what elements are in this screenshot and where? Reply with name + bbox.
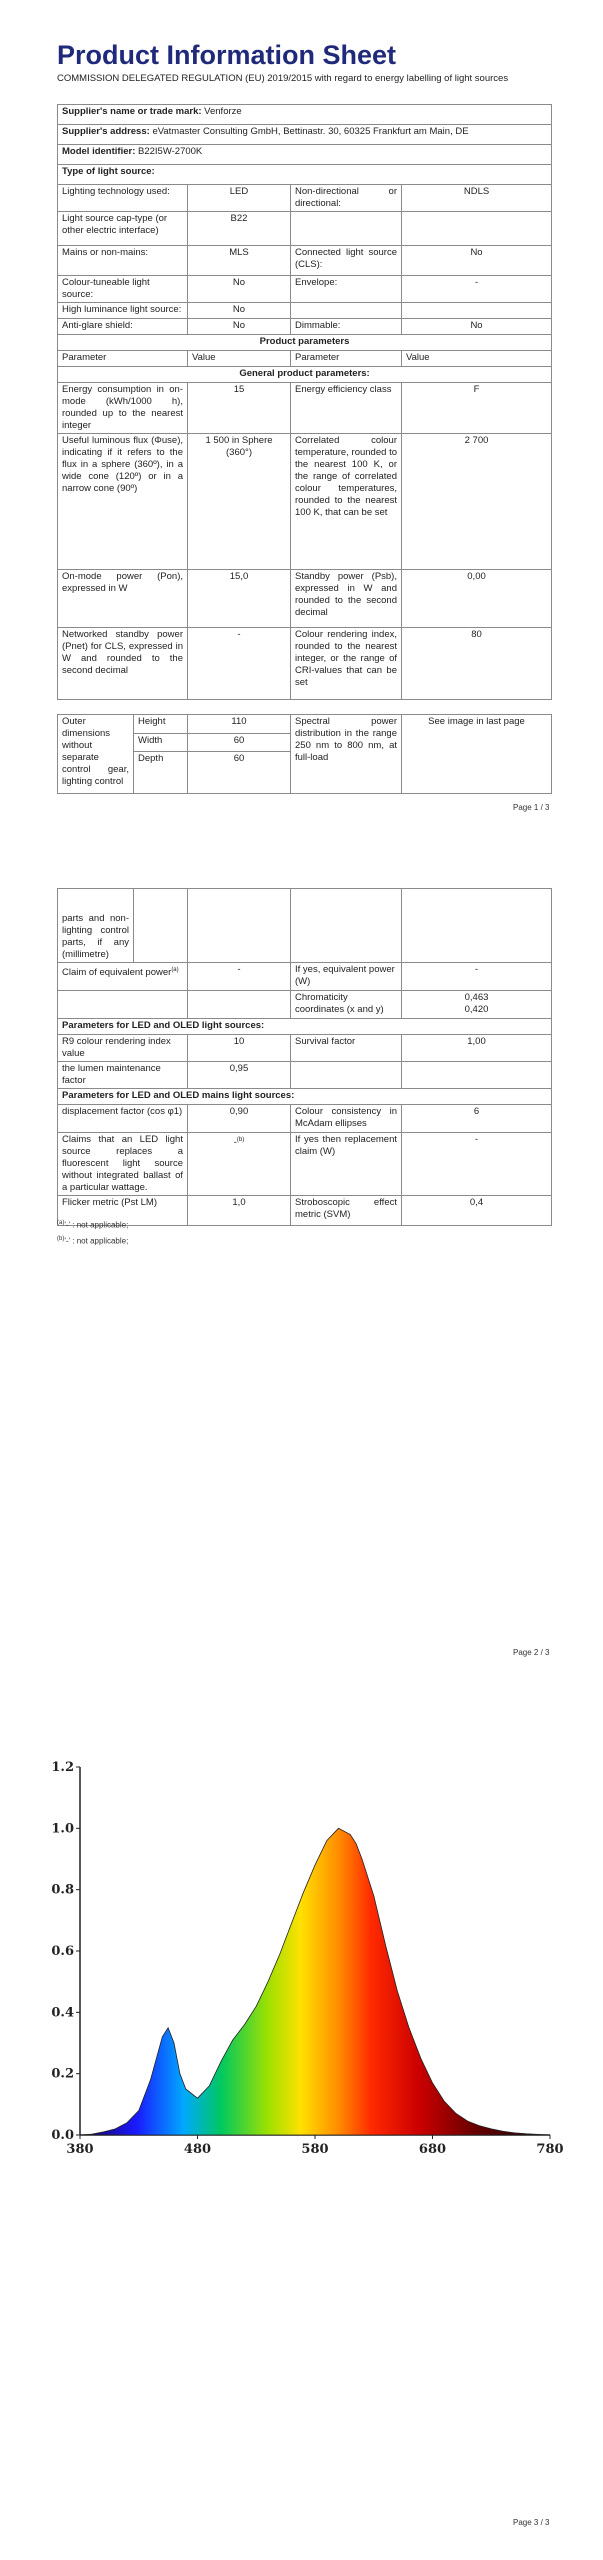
type-param: Envelope: xyxy=(291,276,402,303)
general-params-header: General product parameters: xyxy=(58,367,552,383)
mains-value: 6 xyxy=(402,1105,552,1133)
type-value: LED xyxy=(188,185,291,212)
chroma-y: 0,420 xyxy=(464,1004,489,1015)
led-params-header: Parameters for LED and OLED light sources: xyxy=(58,1019,552,1035)
mains-value: 1,0 xyxy=(188,1196,291,1226)
type-param xyxy=(291,303,402,319)
spectrum-area xyxy=(80,1828,550,2135)
mains-value: - xyxy=(402,1133,552,1196)
type-value: No xyxy=(188,276,291,303)
type-value: No xyxy=(188,303,291,319)
footnote: $^{(b)}$'-' : not applicable; xyxy=(57,1236,129,1246)
type-param: Light source cap-type (or other electric interface) xyxy=(58,212,188,246)
mains-param: Claims that an LED light source replaces a fluorescent light source without integrated ballast of a particular wattage. xyxy=(58,1133,188,1196)
model-value: B22I5W-2700K xyxy=(138,146,203,157)
dim-name: Depth xyxy=(134,752,188,794)
y-tick-label: 0.4 xyxy=(51,2005,74,2021)
general-value: F xyxy=(402,383,552,434)
general-param: Standby power (Psb), expressed in W and rounded to the second decimal xyxy=(291,570,402,628)
equiv-value2: - xyxy=(402,963,552,991)
page-number: Page 2 / 3 xyxy=(513,1648,550,1657)
general-value: 2 700 xyxy=(402,434,552,570)
y-tick-label: 0.0 xyxy=(51,2128,74,2143)
equiv-param: Claim of equivalent power xyxy=(62,967,172,979)
col-header: Parameter xyxy=(291,351,402,367)
page-number: Page 1 / 3 xyxy=(513,803,550,812)
product-info-table xyxy=(57,104,552,700)
type-param xyxy=(291,212,402,246)
type-value: No xyxy=(188,319,291,335)
dimensions-label: Outer dimensions without separate control gear, lighting control xyxy=(58,715,134,794)
type-value: B22 xyxy=(188,212,291,246)
type-param: High luminance light source: xyxy=(58,303,188,319)
general-param: Networked standby power (Pnet) for CLS, expressed in W and rounded to the second decimal xyxy=(58,628,188,700)
footnote: $^{(a)}$'-' : not applicable; xyxy=(57,1220,129,1230)
regulation-subtitle: COMMISSION DELEGATED REGULATION (EU) 2019/2015 with regard to energy labelling of light sources xyxy=(57,73,509,84)
spd-param: Spectral power distribution in the range 250 nm to 800 nm, at full-load xyxy=(291,715,402,794)
led-value: 1,00 xyxy=(402,1035,552,1062)
x-tick-label: 380 xyxy=(66,2142,94,2157)
supplier-value: Venforze xyxy=(204,106,242,117)
dimensions-label-cont: parts and non-lighting control parts, if any (millimetre) xyxy=(58,889,134,963)
equiv-param2: If yes, equivalent power (W) xyxy=(291,963,402,991)
general-param: Energy consumption in on-mode (kWh/1000 h), rounded up to the nearest integer xyxy=(58,383,188,434)
type-param: Non-directional or directional: xyxy=(291,185,402,212)
type-param: Anti-glare shield: xyxy=(58,319,188,335)
led-param: Survival factor xyxy=(291,1035,402,1062)
dim-name: Width xyxy=(134,733,188,752)
y-tick-label: 1.2 xyxy=(51,1760,74,1775)
x-tick-label: 580 xyxy=(301,2142,329,2157)
mains-value: 0,4 xyxy=(402,1196,552,1226)
y-tick-label: 0.6 xyxy=(51,1944,74,1959)
y-tick-label: 1.0 xyxy=(51,1821,74,1837)
footnote-mark: (a) xyxy=(171,967,179,973)
address-label: Supplier's address: xyxy=(62,126,150,137)
led-param: the lumen maintenance factor xyxy=(58,1062,188,1089)
general-param: Correlated colour temperature, rounded to the nearest 100 K, or the range of correlated colour temperatures, rounded to the nearest 100 K, that can be set xyxy=(291,434,402,570)
general-value: 80 xyxy=(402,628,552,700)
product-params-header: Product parameters xyxy=(58,335,552,351)
page-title: Product Information Sheet xyxy=(57,40,397,70)
general-value: 0,00 xyxy=(402,570,552,628)
mains-params-header: Parameters for LED and OLED mains light sources: xyxy=(58,1089,552,1105)
spd-value: See image in last page xyxy=(402,715,552,794)
type-value: No xyxy=(402,319,552,335)
chroma-param: Chromaticity coordinates (x and y) xyxy=(291,991,402,1019)
mains-value: 0,90 xyxy=(188,1105,291,1133)
type-param: Colour-tuneable light source: xyxy=(58,276,188,303)
general-param: Colour rendering index, rounded to the nearest integer, or the range of CRI-values that can be set xyxy=(291,628,402,700)
type-value: NDLS xyxy=(402,185,552,212)
x-tick-label: 780 xyxy=(536,2142,564,2157)
spectral-power-chart xyxy=(40,1755,564,2175)
mains-param: Flicker metric (Pst LM) xyxy=(58,1196,188,1226)
general-param: Energy efficiency class xyxy=(291,383,402,434)
dim-value: 60 xyxy=(188,752,291,794)
page-3 xyxy=(0,1730,603,2560)
page-number: Page 3 / 3 xyxy=(513,2518,550,2527)
general-value: 15,0 xyxy=(188,570,291,628)
led-param: R9 colour rendering index value xyxy=(58,1035,188,1062)
dim-value: 60 xyxy=(188,733,291,752)
mains-value: - xyxy=(233,1137,237,1149)
product-info-table-cont xyxy=(57,888,552,1226)
chroma-x: 0,463 xyxy=(464,992,489,1003)
general-value: 1 500 in Sphere (360°) xyxy=(188,434,291,570)
general-param: Useful luminous flux (Φuse), indicating if it refers to the flux in a sphere (360º), in a wide cone (120º) or in a narrow cone (90º) xyxy=(58,434,188,570)
page-2 xyxy=(0,880,603,1680)
type-param: Mains or non-mains: xyxy=(58,246,188,276)
type-param: Dimmable: xyxy=(291,319,402,335)
type-value: - xyxy=(402,276,552,303)
led-param xyxy=(291,1062,402,1089)
led-value: 0,95 xyxy=(188,1062,291,1089)
type-value: MLS xyxy=(188,246,291,276)
type-header: Type of light source: xyxy=(58,165,552,185)
y-tick-label: 0.2 xyxy=(51,2066,74,2082)
type-param: Lighting technology used: xyxy=(58,185,188,212)
x-tick-label: 680 xyxy=(418,2142,447,2157)
type-value: No xyxy=(402,246,552,276)
type-value xyxy=(402,212,552,246)
led-value xyxy=(402,1062,552,1089)
type-param: Connected light source (CLS): xyxy=(291,246,402,276)
page-1 xyxy=(0,0,603,812)
general-value: - xyxy=(188,628,291,700)
mains-param: displacement factor (cos φ1) xyxy=(58,1105,188,1133)
mains-param: Stroboscopic effect metric (SVM) xyxy=(291,1196,402,1226)
col-header: Parameter xyxy=(58,351,188,367)
col-header: Value xyxy=(402,351,552,367)
led-value: 10 xyxy=(188,1035,291,1062)
address-value: eVatmaster Consulting GmbH, Bettinastr. 30, 60325 Frankfurt am Main, DE xyxy=(152,126,469,137)
dimensions-block xyxy=(57,714,551,794)
equiv-value: - xyxy=(188,963,291,991)
mains-param: Colour consistency in McAdam ellipses xyxy=(291,1105,402,1133)
dim-value: 110 xyxy=(188,715,291,734)
footnote-mark: (b) xyxy=(236,1137,245,1143)
general-value: 15 xyxy=(188,383,291,434)
x-tick-label: 480 xyxy=(183,2142,212,2157)
type-value xyxy=(402,303,552,319)
dim-name: Height xyxy=(134,715,188,734)
y-tick-label: 0.8 xyxy=(51,1882,74,1898)
col-header: Value xyxy=(188,351,291,367)
model-label: Model identifier: xyxy=(62,146,136,157)
mains-param: If yes then replacement claim (W) xyxy=(291,1133,402,1196)
supplier-label: Supplier's name or trade mark: xyxy=(62,106,202,117)
general-param: On-mode power (Pon), expressed in W xyxy=(58,570,188,628)
